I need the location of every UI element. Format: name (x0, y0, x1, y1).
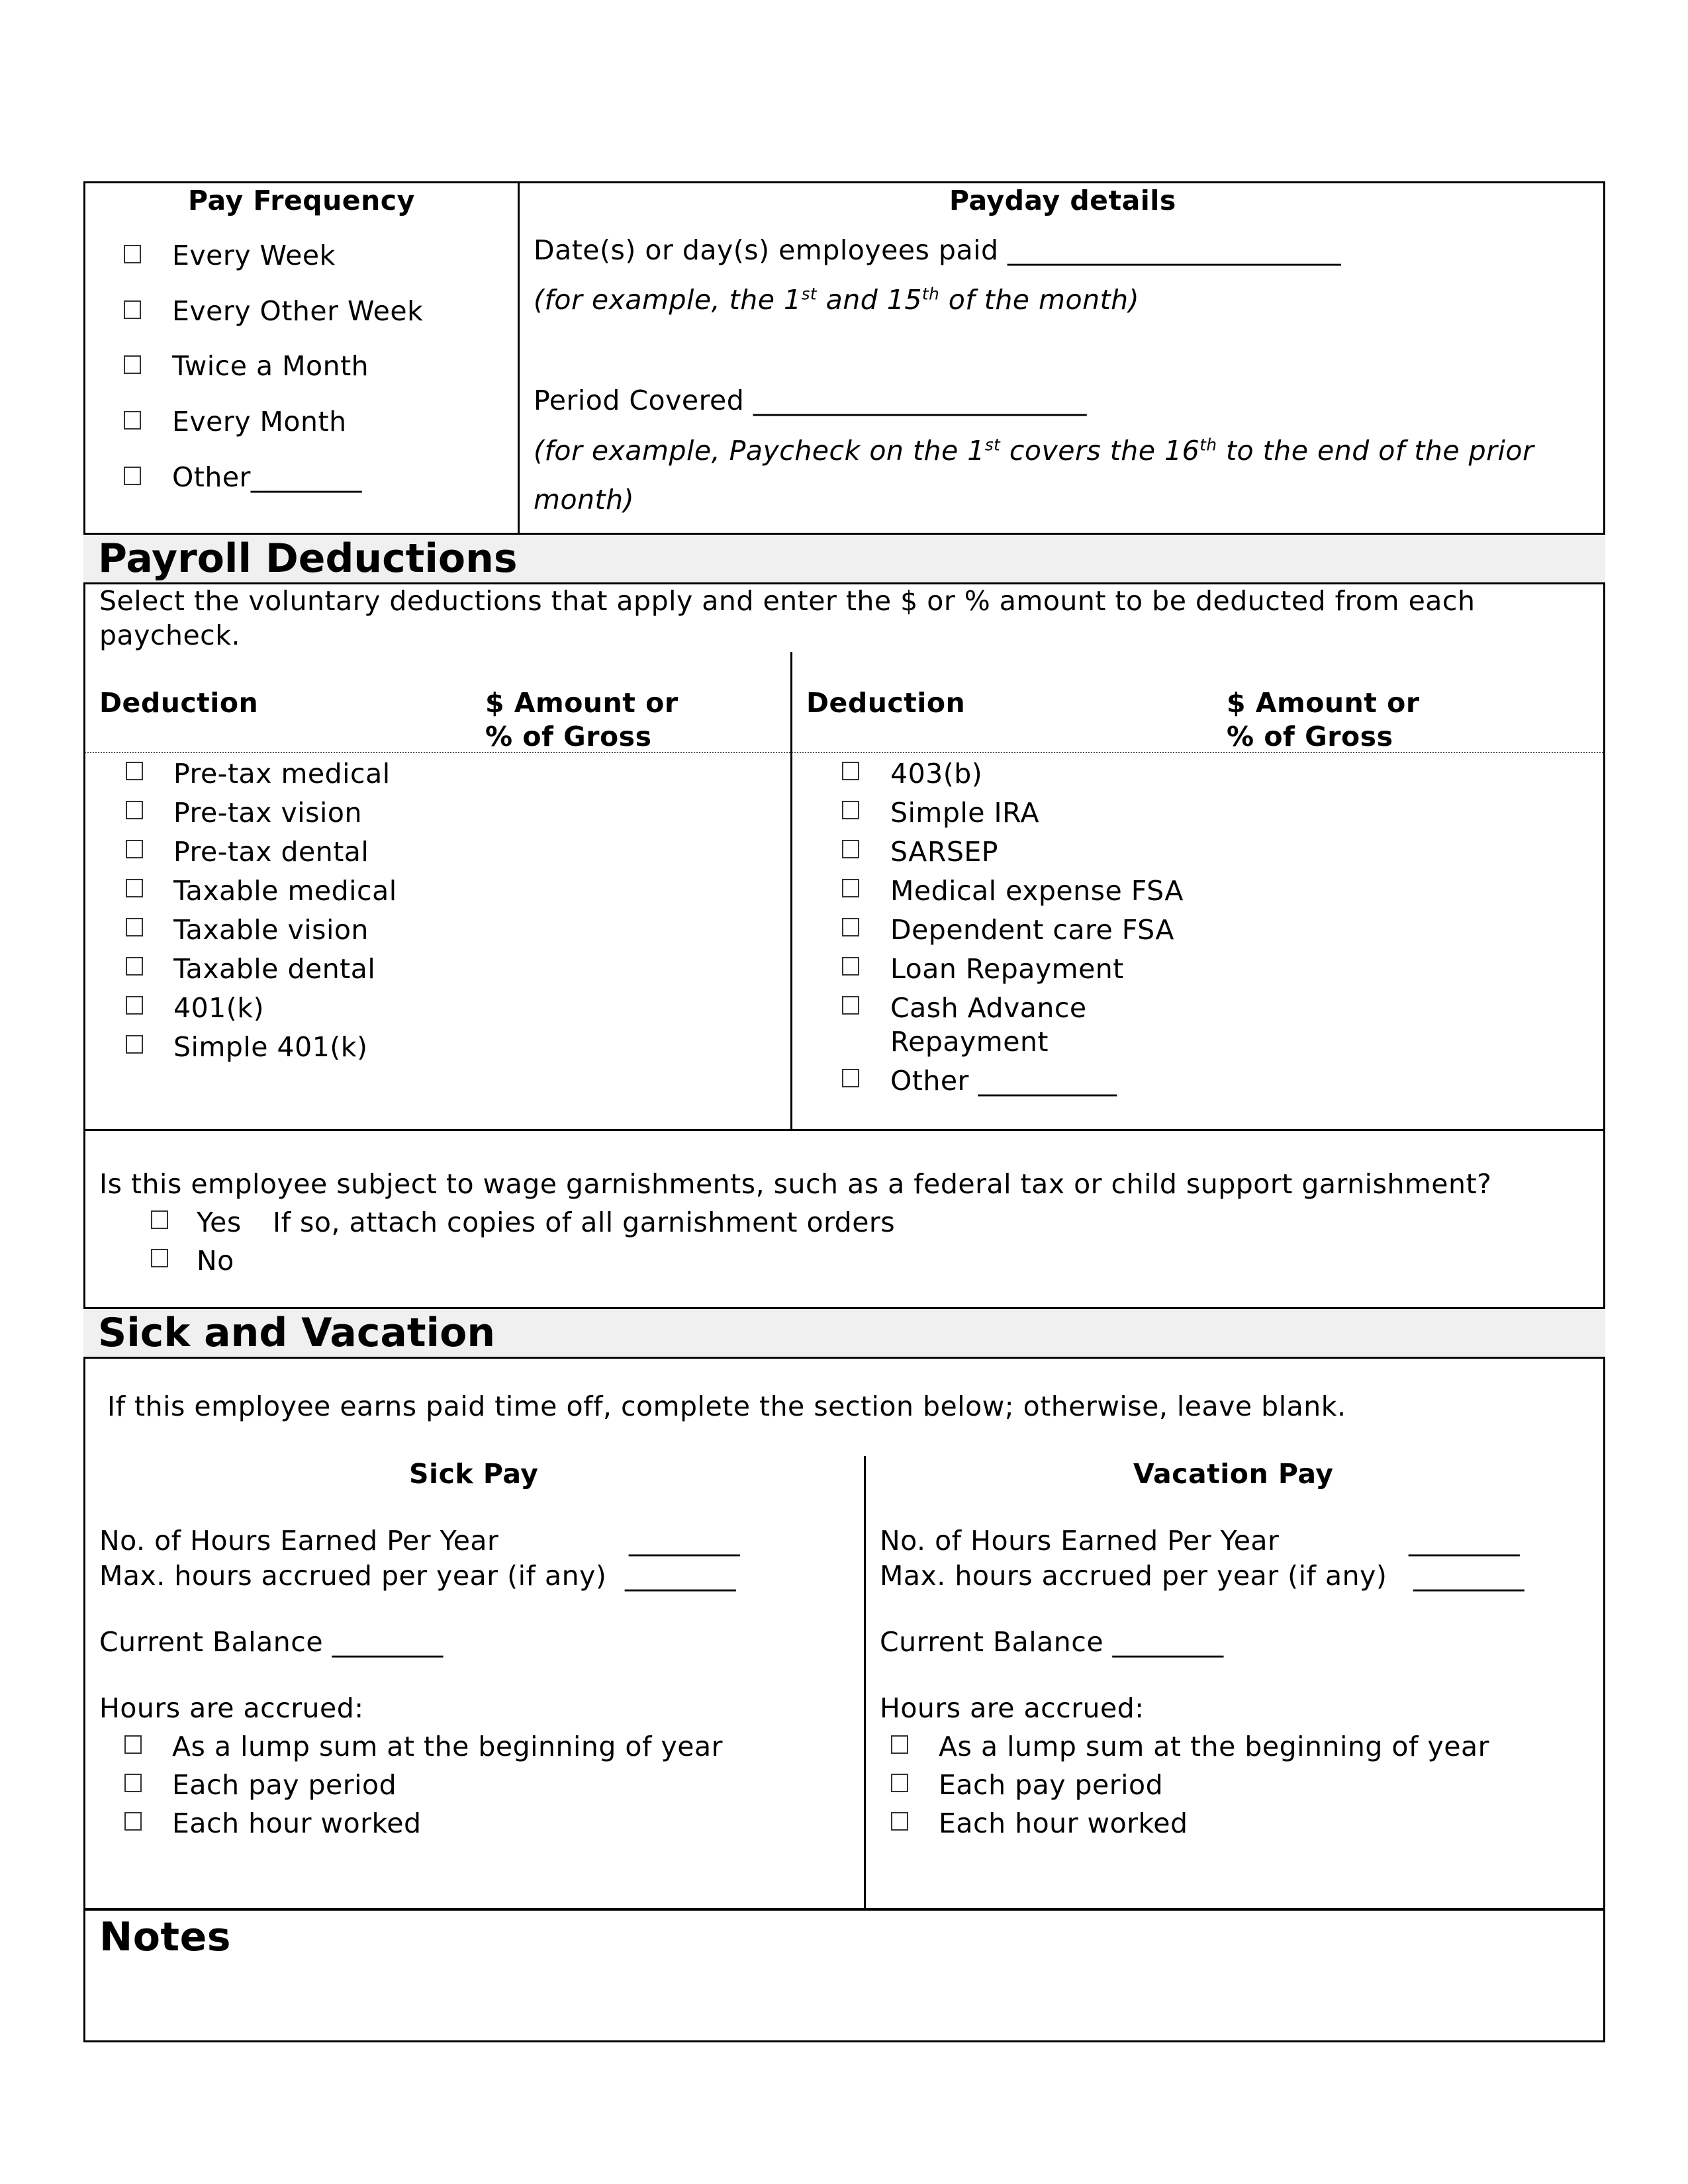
sick-lump-sum-label: As a lump sum at the beginning of year (172, 1731, 723, 1762)
payday-details-heading: Payday details (949, 185, 1176, 216)
notes-top-border (83, 1908, 1605, 1911)
sick-pay-heading: Sick Pay (409, 1458, 539, 1490)
outer-right-border (1603, 181, 1605, 2041)
pre-tax-dental-checkbox[interactable] (126, 840, 143, 858)
vacation-accrued-label: Hours are accrued: (880, 1692, 1145, 1724)
vacation-hours-earned-blank[interactable]: ________ (1409, 1525, 1520, 1557)
sick-vacation-divider (864, 1456, 866, 1909)
taxable-vision-checkbox[interactable] (126, 918, 143, 936)
garnishment-yes-note: If so, attach copies of all garnishment orders (273, 1206, 896, 1238)
sarsep-checkbox[interactable] (842, 840, 859, 858)
period-example-text-a: (for example, Paycheck on the 1 (534, 435, 985, 467)
deductions-instructions-line1: Select the voluntary deductions that apply and enter the $ or % amount to be deducted from each (99, 585, 1476, 617)
period-covered-field[interactable]: Period Covered ________________________ (534, 385, 1087, 416)
left-amount-col-header-1: $ Amount or (485, 687, 679, 719)
simple-401k-label: Simple 401(k) (173, 1031, 368, 1063)
simple-ira-label: Simple IRA (890, 797, 1039, 829)
period-covered-example-cont: month) (534, 484, 635, 516)
deductions-bottom-border (83, 1129, 1605, 1131)
medical-expense-fsa-label: Medical expense FSA (890, 875, 1184, 907)
vacation-each-hour-worked-label: Each hour worked (939, 1807, 1188, 1839)
garnishment-yes-label: Yes (197, 1206, 242, 1238)
taxable-vision-label: Taxable vision (173, 914, 369, 946)
garnishment-no-label: No (197, 1245, 234, 1277)
vacation-each-pay-period-label: Each pay period (939, 1769, 1164, 1801)
dates-paid-example (534, 283, 1139, 316)
period-example-sup-1: st (984, 435, 1001, 455)
simple-ira-checkbox[interactable] (842, 801, 859, 819)
period-covered-example (534, 434, 1534, 467)
sick-accrued-label: Hours are accrued: (99, 1692, 364, 1724)
taxable-dental-label: Taxable dental (173, 953, 376, 985)
right-amount-col-header-2: % of Gross (1227, 721, 1393, 752)
403b-label: 403(b) (890, 758, 983, 790)
loan-repayment-label: Loan Repayment (890, 953, 1124, 985)
bottom-border (83, 2040, 1605, 2042)
garnishment-question: Is this employee subject to wage garnishments, such as a federal tax or child support garnishment? (99, 1168, 1492, 1200)
every-other-week-checkbox[interactable] (124, 300, 141, 319)
sick-each-pay-period-checkbox[interactable] (124, 1774, 142, 1792)
every-week-label: Every Week (172, 240, 336, 271)
every-other-week-label: Every Other Week (172, 295, 424, 327)
left-amount-col-header-2: % of Gross (485, 721, 652, 752)
pre-tax-medical-checkbox[interactable] (126, 762, 143, 780)
right-deduction-col-header: Deduction (806, 687, 966, 719)
deductions-column-divider (790, 652, 792, 1130)
payroll-deductions-header (83, 533, 1605, 584)
vacation-max-accrued-blank[interactable]: ________ (1413, 1560, 1524, 1592)
dependent-care-fsa-label: Dependent care FSA (890, 914, 1174, 946)
taxable-medical-label: Taxable medical (173, 875, 397, 907)
garnishment-no-checkbox[interactable] (151, 1249, 168, 1267)
dates-paid-field[interactable]: Date(s) or day(s) employees paid ________________________ (534, 234, 1342, 266)
twice-a-month-label: Twice a Month (172, 350, 369, 382)
dates-example-text-c: of the month) (939, 284, 1140, 316)
deductions-instructions-line2: paycheck. (99, 619, 240, 651)
sick-hours-earned-blank[interactable]: ________ (629, 1525, 740, 1557)
sick-vacation-header (83, 1307, 1605, 1359)
dependent-care-fsa-checkbox[interactable] (842, 918, 859, 936)
cash-advance-checkbox[interactable] (842, 996, 859, 1015)
garnishment-yes-checkbox[interactable] (151, 1210, 168, 1229)
vacation-each-pay-period-checkbox[interactable] (891, 1774, 908, 1792)
period-example-text-c: to the end of the prior (1217, 435, 1534, 467)
vacation-current-balance-field[interactable]: Current Balance ________ (880, 1626, 1224, 1658)
vacation-lump-sum-checkbox[interactable] (891, 1735, 908, 1754)
cash-advance-label: Cash Advance (890, 992, 1087, 1024)
taxable-medical-checkbox[interactable] (126, 879, 143, 897)
401k-label: 401(k) (173, 992, 264, 1024)
sick-each-pay-period-label: Each pay period (172, 1769, 397, 1801)
cash-advance-label-cont: Repayment (890, 1026, 1049, 1058)
dates-example-text-a: (for example, the 1 (534, 284, 802, 316)
loan-repayment-checkbox[interactable] (842, 957, 859, 976)
403b-checkbox[interactable] (842, 762, 859, 780)
taxable-dental-checkbox[interactable] (126, 957, 143, 976)
sick-current-balance-field[interactable]: Current Balance ________ (99, 1626, 444, 1658)
pre-tax-medical-label: Pre-tax medical (173, 758, 391, 790)
deductions-header-rule (85, 752, 1603, 753)
payroll-deductions-title: Payroll Deductions (98, 535, 518, 582)
other-deduction-checkbox[interactable] (842, 1069, 859, 1087)
notes-title: Notes (99, 1914, 232, 1960)
dates-example-sup-2: th (921, 284, 940, 304)
top-border (83, 181, 1605, 183)
every-month-label: Every Month (172, 406, 347, 437)
simple-401k-checkbox[interactable] (126, 1035, 143, 1054)
vacation-each-hour-worked-checkbox[interactable] (891, 1812, 908, 1831)
period-example-text-b: covers the 16 (1000, 435, 1200, 467)
pre-tax-vision-label: Pre-tax vision (173, 797, 362, 829)
sick-each-hour-worked-label: Each hour worked (172, 1807, 422, 1839)
every-month-checkbox[interactable] (124, 411, 141, 430)
medical-expense-fsa-checkbox[interactable] (842, 879, 859, 897)
pay-frequency-heading: Pay Frequency (188, 185, 415, 216)
pay-frequency-divider (518, 181, 520, 534)
pre-tax-vision-checkbox[interactable] (126, 801, 143, 819)
sick-each-hour-worked-checkbox[interactable] (124, 1812, 142, 1831)
vacation-lump-sum-label: As a lump sum at the beginning of year (939, 1731, 1489, 1762)
notes-area[interactable] (85, 1959, 1603, 2038)
dates-example-sup-1: st (801, 284, 818, 304)
vacation-pay-heading: Vacation Pay (1133, 1458, 1334, 1490)
left-deduction-col-header: Deduction (99, 687, 259, 719)
outer-left-border (83, 181, 85, 2041)
vacation-max-accrued-label: Max. hours accrued per year (if any) (880, 1560, 1387, 1592)
sick-max-accrued-label: Max. hours accrued per year (if any) (99, 1560, 607, 1592)
pre-tax-dental-label: Pre-tax dental (173, 836, 369, 868)
right-amount-col-header-1: $ Amount or (1227, 687, 1420, 719)
401k-checkbox[interactable] (126, 996, 143, 1015)
dates-example-text-b: and 15 (817, 284, 922, 316)
other-frequency-checkbox[interactable] (124, 467, 141, 485)
sarsep-label: SARSEP (890, 836, 998, 868)
every-week-checkbox[interactable] (124, 245, 141, 263)
other-deduction-label[interactable]: Other __________ (890, 1065, 1117, 1097)
twice-a-month-checkbox[interactable] (124, 355, 141, 374)
sick-vacation-title: Sick and Vacation (98, 1310, 496, 1356)
other-frequency-label[interactable]: Other________ (172, 461, 362, 493)
sick-vacation-instructions: If this employee earns paid time off, complete the section below; otherwise, leave blank. (107, 1390, 1346, 1422)
sick-lump-sum-checkbox[interactable] (124, 1735, 142, 1754)
sick-max-accrued-blank[interactable]: ________ (625, 1560, 736, 1592)
vacation-hours-earned-label: No. of Hours Earned Per Year (880, 1525, 1280, 1557)
sick-hours-earned-label: No. of Hours Earned Per Year (99, 1525, 499, 1557)
period-example-sup-2: th (1199, 435, 1217, 455)
